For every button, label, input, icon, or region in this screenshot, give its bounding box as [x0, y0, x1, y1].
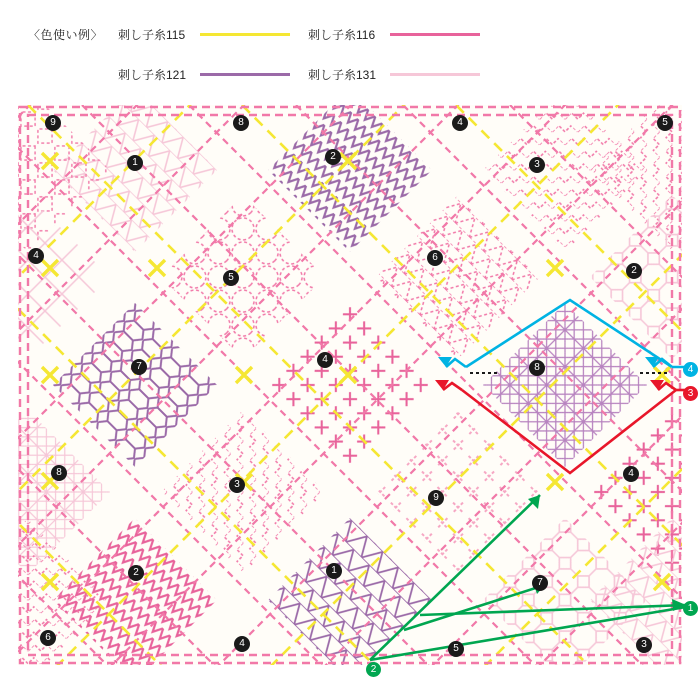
sashiko-pattern-diagram — [0, 95, 700, 700]
block-number: 4 — [623, 466, 639, 482]
legend-item-label-3: 刺し子糸131 — [308, 68, 377, 82]
block-number: 5 — [223, 270, 239, 286]
block-number: 5 — [448, 641, 464, 657]
block-number: 6 — [427, 250, 443, 266]
block-number: 4 — [234, 636, 250, 652]
legend-title: 〈色使い例〉 — [28, 28, 104, 42]
block-number: 9 — [45, 115, 61, 131]
block-number: 3 — [636, 637, 652, 653]
block-number: 3 — [229, 477, 245, 493]
pattern-svg — [0, 95, 700, 700]
block-number: 4 — [317, 352, 333, 368]
block-number: 7 — [532, 575, 548, 591]
block-number: 4 — [28, 248, 44, 264]
stitch-order-label-2: 2 — [366, 662, 381, 677]
stitch-order-label-1: 1 — [683, 601, 698, 616]
legend-swatch-thread116 — [390, 33, 480, 36]
block-number: 8 — [51, 465, 67, 481]
legend-swatch-thread131 — [390, 73, 480, 76]
block-number: 6 — [40, 630, 56, 646]
block-number: 7 — [131, 359, 147, 375]
stitch-order-label-4: 4 — [683, 362, 698, 377]
legend-item-label-2: 刺し子糸121 — [118, 68, 187, 82]
block-number: 1 — [326, 563, 342, 579]
block-number: 5 — [657, 115, 673, 131]
legend — [0, 0, 700, 95]
legend-item-label-0: 刺し子糸115 — [118, 28, 186, 42]
legend-item-label-1: 刺し子糸116 — [308, 28, 376, 42]
block-number: 2 — [128, 565, 144, 581]
legend-swatch-thread115 — [200, 33, 290, 36]
block-number: 8 — [529, 360, 545, 376]
block-number: 9 — [428, 490, 444, 506]
legend-swatch-thread121 — [200, 73, 290, 76]
block-number: 1 — [127, 155, 143, 171]
block-number: 2 — [626, 263, 642, 279]
block-number: 8 — [233, 115, 249, 131]
block-number: 3 — [529, 157, 545, 173]
block-number: 4 — [452, 115, 468, 131]
stitch-order-label-3: 3 — [683, 386, 698, 401]
block-number: 2 — [325, 149, 341, 165]
